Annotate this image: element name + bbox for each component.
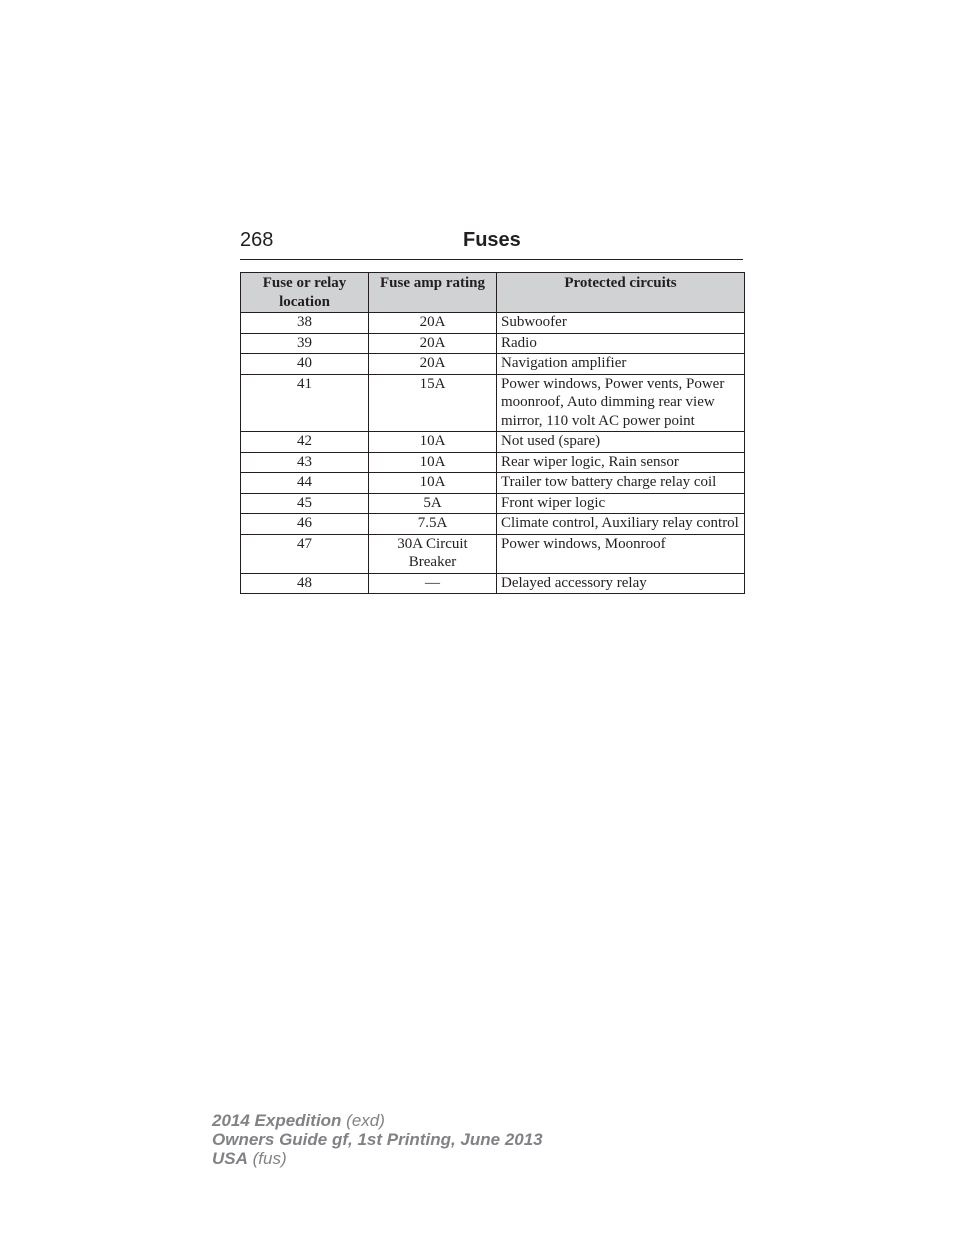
table-header-row bbox=[241, 273, 745, 313]
page-number: 268 bbox=[240, 229, 274, 251]
fuse-location: 38 bbox=[241, 313, 369, 334]
fuse-location: 40 bbox=[241, 354, 369, 375]
protected-circuits: Radio bbox=[497, 333, 745, 354]
footer-line-market bbox=[212, 1149, 543, 1168]
table-row bbox=[241, 333, 745, 354]
fuse-location: 45 bbox=[241, 493, 369, 514]
protected-circuits: Trailer tow battery charge relay coil bbox=[497, 473, 745, 494]
page-header bbox=[240, 228, 743, 260]
footer-printing-info: Owners Guide gf, 1st Printing, June 2013 bbox=[212, 1130, 543, 1149]
footer-model-code: (exd) bbox=[346, 1111, 385, 1130]
section-title: Fuses bbox=[463, 229, 521, 251]
fuse-location: 46 bbox=[241, 514, 369, 535]
fuse-rating: 10A bbox=[369, 473, 497, 494]
fuse-location: 44 bbox=[241, 473, 369, 494]
footer-line-printing bbox=[212, 1130, 543, 1149]
fuse-rating: 20A bbox=[369, 354, 497, 375]
fuse-location: 43 bbox=[241, 452, 369, 473]
fuse-location: 39 bbox=[241, 333, 369, 354]
footer-line-model bbox=[212, 1111, 543, 1130]
fuse-rating: — bbox=[369, 573, 497, 594]
protected-circuits: Climate control, Auxiliary relay control bbox=[497, 514, 745, 535]
fuse-rating: 7.5A bbox=[369, 514, 497, 535]
footer-model-name: 2014 Expedition bbox=[212, 1111, 342, 1130]
footer-section-code: (fus) bbox=[252, 1149, 287, 1168]
fuse-location: 41 bbox=[241, 374, 369, 432]
fuse-rating: 20A bbox=[369, 333, 497, 354]
table-row bbox=[241, 313, 745, 334]
fuse-rating: 10A bbox=[369, 432, 497, 453]
column-header-circuits: Protected circuits bbox=[497, 273, 745, 313]
column-header-location: Fuse or relay location bbox=[241, 273, 369, 313]
fuse-rating: 15A bbox=[369, 374, 497, 432]
column-header-rating: Fuse amp rating bbox=[369, 273, 497, 313]
fuse-rating: 30A Circuit Breaker bbox=[369, 534, 497, 573]
protected-circuits: Delayed accessory relay bbox=[497, 573, 745, 594]
protected-circuits: Not used (spare) bbox=[497, 432, 745, 453]
page-footer bbox=[212, 1111, 543, 1168]
fuse-location: 48 bbox=[241, 573, 369, 594]
footer-market: USA bbox=[212, 1149, 248, 1168]
fuse-rating: 20A bbox=[369, 313, 497, 334]
protected-circuits: Navigation amplifier bbox=[497, 354, 745, 375]
table-row bbox=[241, 573, 745, 594]
protected-circuits: Power windows, Power vents, Power moonroof, Auto dimming rear view mirror, 110 volt AC power point bbox=[497, 374, 745, 432]
fuse-location: 47 bbox=[241, 534, 369, 573]
fuse-rating: 10A bbox=[369, 452, 497, 473]
protected-circuits: Front wiper logic bbox=[497, 493, 745, 514]
table-row bbox=[241, 493, 745, 514]
table-row bbox=[241, 514, 745, 535]
table-row bbox=[241, 452, 745, 473]
fuse-rating: 5A bbox=[369, 493, 497, 514]
table-row bbox=[241, 473, 745, 494]
table-row bbox=[241, 354, 745, 375]
protected-circuits: Rear wiper logic, Rain sensor bbox=[497, 452, 745, 473]
fuse-table bbox=[240, 272, 745, 594]
protected-circuits: Power windows, Moonroof bbox=[497, 534, 745, 573]
protected-circuits: Subwoofer bbox=[497, 313, 745, 334]
table-row bbox=[241, 534, 745, 573]
table-row bbox=[241, 432, 745, 453]
fuse-location: 42 bbox=[241, 432, 369, 453]
table-row bbox=[241, 374, 745, 432]
